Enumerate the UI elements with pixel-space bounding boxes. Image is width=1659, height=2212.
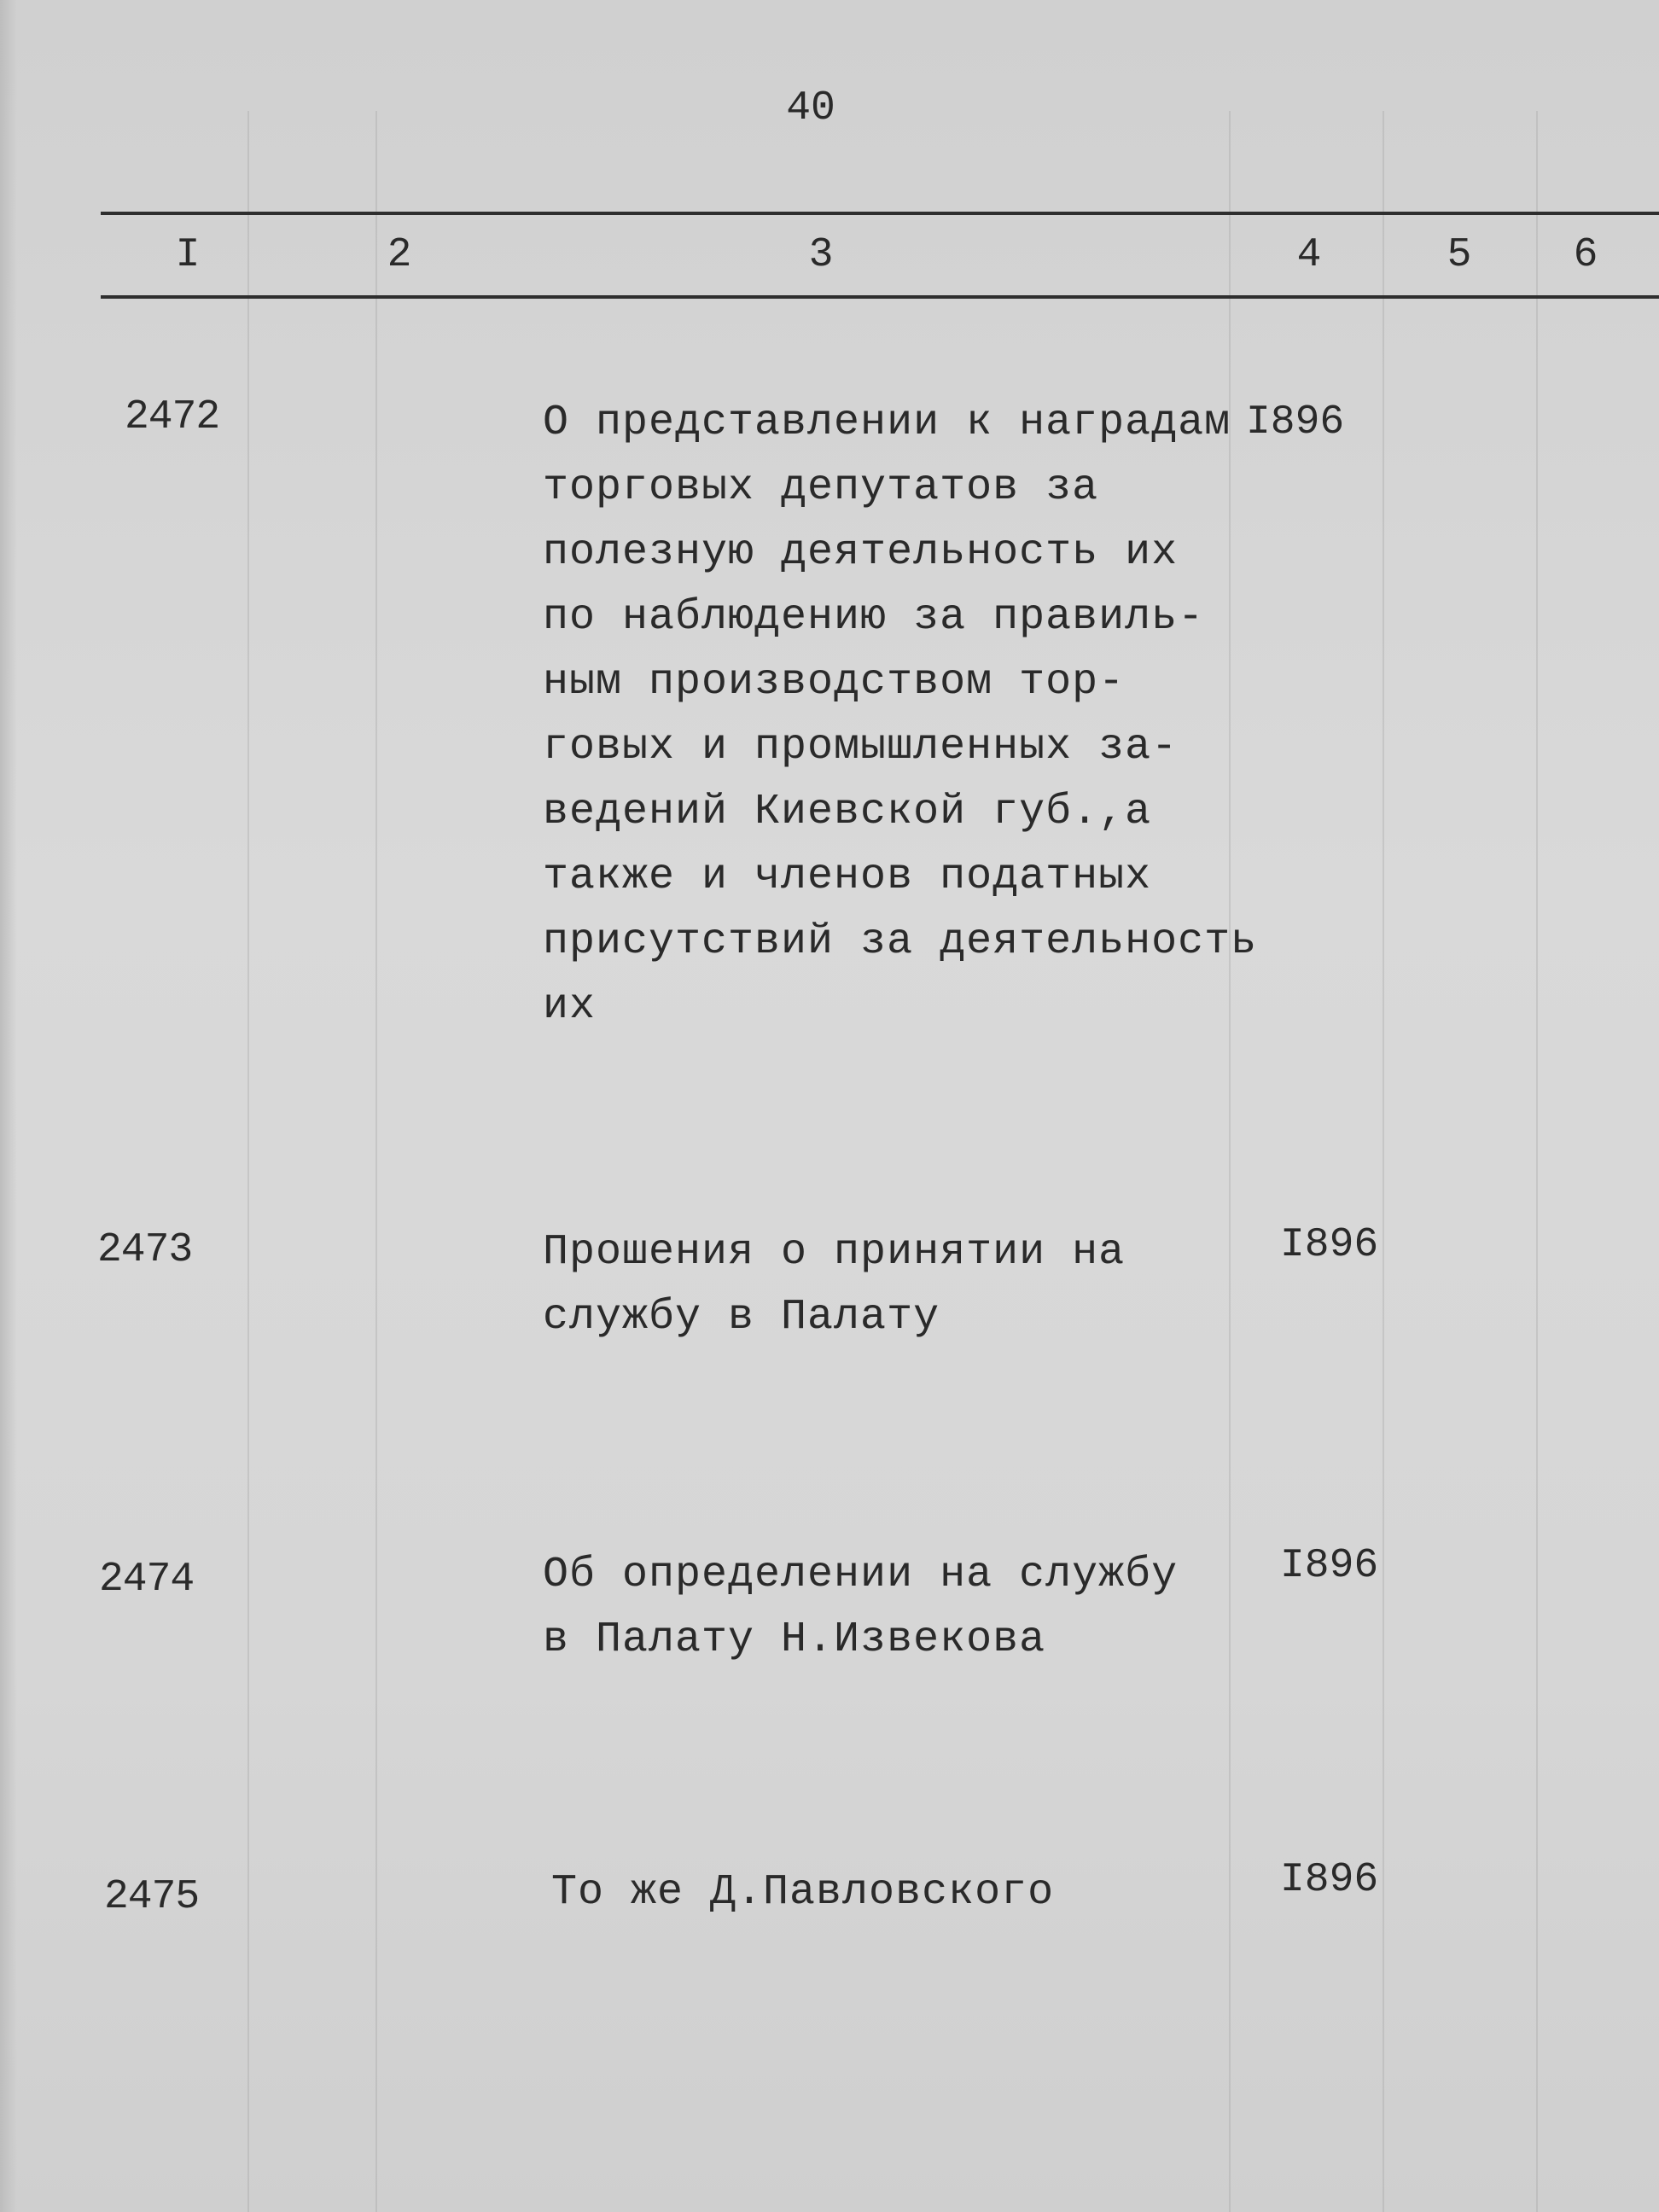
column-ruling: [1382, 111, 1384, 2212]
column-header-3: 3: [808, 232, 834, 278]
column-header-5: 5: [1447, 232, 1472, 278]
entry-title: Прошения о принятии на службу в Палату: [543, 1228, 1126, 1342]
page-number: 40: [786, 85, 835, 131]
column-ruling: [375, 111, 377, 2212]
entry-year: I896: [1246, 399, 1345, 445]
header-top-rule: [101, 212, 1659, 215]
column-ruling: [247, 111, 249, 2212]
column-header-1: I: [175, 232, 201, 278]
entry-title: О представлении к наградам торговых депутатов за полезную деятельность их по наблюдению за правиль- ным производством тор- говых и промышленных за- ведений Киевской губ.,а также и членов податных присутствий за деятельность их: [543, 399, 1258, 1031]
entry-title: Об определении на службу в Палату Н.Извекова: [543, 1551, 1179, 1664]
column-header-6: 6: [1573, 232, 1598, 278]
entry-number: 2475: [104, 1874, 200, 1920]
entry-year: I896: [1280, 1857, 1379, 1903]
binding-shadow: [0, 0, 17, 2212]
column-header-4: 4: [1296, 232, 1322, 278]
entry-number: 2474: [99, 1557, 195, 1603]
entry-year: I896: [1280, 1222, 1379, 1268]
column-header-2: 2: [387, 232, 412, 278]
header-bottom-rule: [101, 295, 1659, 299]
column-ruling: [1536, 111, 1538, 2212]
entry-number: 2472: [125, 394, 220, 440]
entry-number: 2473: [97, 1227, 193, 1273]
entry-title: То же Д.Павловского: [551, 1868, 1055, 1917]
entry-year: I896: [1280, 1543, 1379, 1589]
